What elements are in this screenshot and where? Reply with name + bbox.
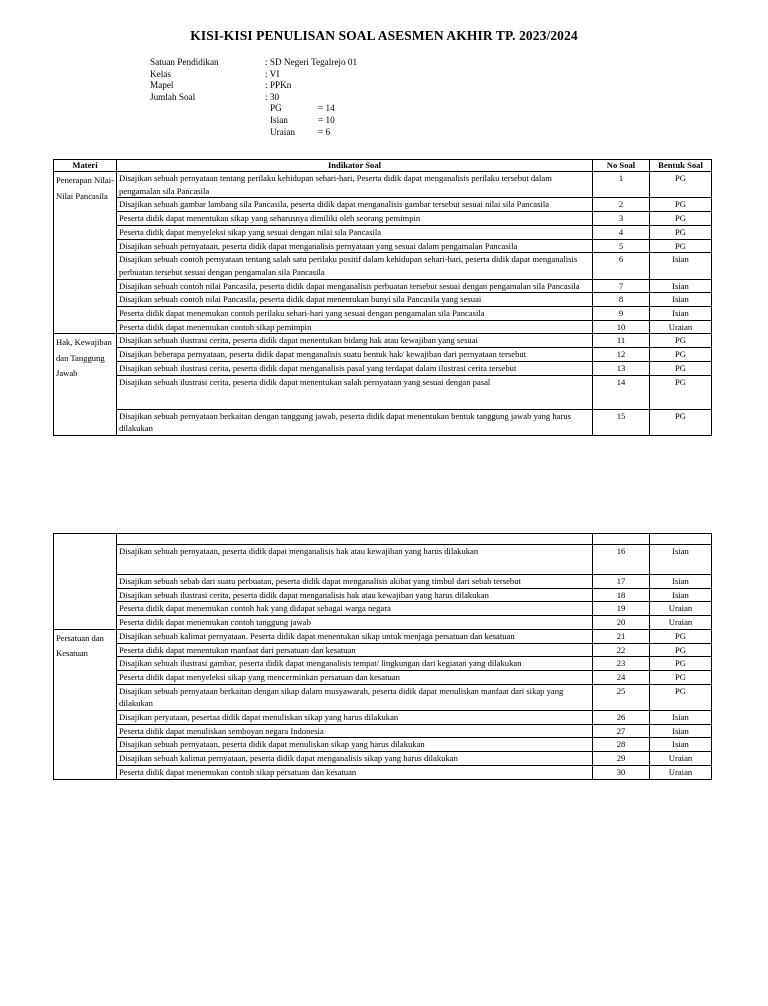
bentuk-soal-cell: Uraian	[650, 765, 712, 779]
table-row	[54, 348, 712, 362]
uraian-row	[150, 127, 357, 139]
no-soal-cell: 13	[593, 361, 650, 375]
indikator-cell: Disajikan sebuah ilustrasi cerita, peserta didik dapat menentukan salah pernyataan yang sesuai dengan pasal	[117, 375, 593, 409]
no-soal-cell: 26	[593, 711, 650, 725]
no-soal-cell: 11	[593, 334, 650, 348]
no-soal-cell: 21	[593, 629, 650, 643]
bentuk-soal-cell: Isian	[650, 293, 712, 307]
no-soal-cell: 3	[593, 212, 650, 226]
materi-cell	[54, 534, 117, 630]
mapel-label: Mapel	[150, 80, 174, 91]
uraian-value: = 6	[318, 126, 331, 137]
bentuk-soal-cell: PG	[650, 643, 712, 657]
kisi-table-page-2	[53, 533, 712, 780]
no-soal-cell: 27	[593, 724, 650, 738]
table-row	[54, 752, 712, 766]
table-row	[54, 616, 712, 630]
bentuk-soal-cell: Isian	[650, 738, 712, 752]
indikator-cell: Disajikan sebuah contoh nilai Pancasila, peserta didik dapat menentukan bunyi sila Pancasila yang sesuai	[117, 293, 593, 307]
no-soal-cell: 20	[593, 616, 650, 630]
bentuk-soal-cell: Isian	[650, 575, 712, 589]
table-row	[54, 643, 712, 657]
indikator-cell: Peserta didik dapat menyeleksi sikap yang mencerminkan persatuan dan kesatuan	[117, 670, 593, 684]
bentuk-soal-cell: PG	[650, 375, 712, 409]
table-header-row	[54, 534, 712, 545]
no-soal-cell: 8	[593, 293, 650, 307]
bentuk-soal-cell: PG	[650, 212, 712, 226]
bentuk-soal-cell: PG	[650, 629, 712, 643]
no-soal-cell: 29	[593, 752, 650, 766]
header-materi: Materi	[54, 160, 117, 172]
indikator-cell: Disajikan sebuah ilustrasi cerita, peserta didik dapat menganalisis hak atau kewajiban yang harus dilakukan	[117, 588, 593, 602]
jumlah-row	[150, 92, 357, 104]
indikator-cell: Peserta didik dapat menemukan contoh hak yang didapat sebagai warga negara	[117, 602, 593, 616]
satuan-value: : SD Negeri Tegalrejo 01	[265, 57, 358, 67]
indikator-cell: Peserta didik dapat menemukan contoh sikap pemimpin	[117, 320, 593, 334]
identity-block	[150, 57, 357, 138]
header-indikator: Indikator Soal	[117, 160, 593, 172]
no-soal-cell: 24	[593, 670, 650, 684]
pg-row	[150, 103, 357, 115]
bentuk-soal-cell: Uraian	[650, 616, 712, 630]
table-row	[54, 711, 712, 725]
table-header-row	[54, 160, 712, 172]
jumlah-value: : 30	[265, 91, 280, 102]
no-soal-cell: 19	[593, 602, 650, 616]
no-soal-cell: 15	[593, 409, 650, 435]
indikator-cell: Disajikan sebuah ilustrasi gambar, peserta didik dapat menganalisis tempat/ lingkungan dari kegiatan yang dilakukan	[117, 657, 593, 671]
no-soal-cell: 14	[593, 375, 650, 409]
indikator-cell: Disajikan sebuah pernyataan, peserta didik dapat menganalisis hak atau kewajiban yang harus dilakukan	[117, 545, 593, 575]
materi-cell: Penerapan Nilai-Nilai Pancasila	[54, 172, 117, 334]
bentuk-soal-cell: Isian	[650, 588, 712, 602]
indikator-cell: Disajikan beberapa pernyataan, peserta didik dapat menganalisis suatu bentuk hak/ kewajiban dari pernyataan tersebut	[117, 348, 593, 362]
table-row	[54, 724, 712, 738]
bentuk-soal-cell: PG	[650, 409, 712, 435]
indikator-cell: Disajikan sebuah gambar lambang sila Pancasila, peserta didik dapat menganalisis gambar tersebut sesuai nilai sila Pancasila	[117, 198, 593, 212]
no-soal-cell: 6	[593, 253, 650, 279]
table-row	[54, 375, 712, 409]
no-soal-cell: 4	[593, 225, 650, 239]
no-soal-cell: 16	[593, 545, 650, 575]
table-row	[54, 253, 712, 279]
no-soal-cell: 12	[593, 348, 650, 362]
indikator-cell: Disajikan sebuah ilustrasi cerita, peserta didik dapat menganalisis pasal yang terdapat dalam ilustrasi cerita tersebut	[117, 361, 593, 375]
indikator-cell: Peserta didik dapat menemukan contoh tanggung jawab	[117, 616, 593, 630]
kelas-row	[150, 69, 357, 81]
table-row	[54, 545, 712, 575]
table-row	[54, 320, 712, 334]
bentuk-soal-cell: PG	[650, 361, 712, 375]
satuan-label: Satuan Pendidikan	[150, 57, 219, 67]
no-soal-cell: 23	[593, 657, 650, 671]
table-row	[54, 212, 712, 226]
table-row	[54, 684, 712, 710]
no-soal-cell: 1	[593, 172, 650, 198]
indikator-cell: Disajikan sebuah pernyataan berkaitan dengan tanggung jawab, peserta didik dapat menentukan bentuk tanggung jawab yang harus dilakukan	[117, 409, 593, 435]
indikator-cell: Peserta didik dapat menemukan contoh perilaku sehari-hari yang sesuai dengan pengamalan sila Pancasila	[117, 307, 593, 321]
no-soal-cell: 25	[593, 684, 650, 710]
indikator-cell: Disajikan sebuah kalimat pernyataan. Peserta didik dapat menentukan sikap untuk menjaga persatuan dan kesatuan	[117, 629, 593, 643]
bentuk-soal-cell: PG	[650, 239, 712, 253]
table-row	[54, 602, 712, 616]
indikator-cell: Peserta didik dapat menuliskan semboyan negara Indonesia	[117, 724, 593, 738]
no-soal-cell: 7	[593, 279, 650, 293]
empty-cell	[117, 534, 593, 545]
table-row	[54, 629, 712, 643]
materi-cell: Hak, Kewajiban dan Tanggung Jawab	[54, 334, 117, 436]
bentuk-soal-cell: PG	[650, 172, 712, 198]
no-soal-cell: 2	[593, 198, 650, 212]
indikator-cell: Disajikan sebuah contoh nilai Pancasila, peserta didik dapat menganalisis perbuatan tersebut sesuai dengan pengamalan sila Pancasila	[117, 279, 593, 293]
kisi-table-page-1	[53, 159, 712, 436]
materi-cell: Persatuan dan Kesatuan	[54, 629, 117, 779]
no-soal-cell: 18	[593, 588, 650, 602]
empty-cell	[650, 534, 712, 545]
bentuk-soal-cell: Isian	[650, 253, 712, 279]
header-no-soal: No Soal	[593, 160, 650, 172]
indikator-cell: Peserta didik dapat menemukan contoh sikap persatuan dan kesatuan	[117, 765, 593, 779]
no-soal-cell: 28	[593, 738, 650, 752]
isian-label: Isian	[270, 114, 288, 125]
kelas-value: : VI	[265, 68, 280, 79]
table-row	[54, 670, 712, 684]
indikator-cell: Disajikan sebuah pernyataan tentang perilaku kehidupan sehari-hari, Peserta didik dapat menganalisis perilaku tersebut dalam pengamalan sila Pancasila	[117, 172, 593, 198]
bentuk-soal-cell: PG	[650, 348, 712, 362]
table-row	[54, 239, 712, 253]
indikator-cell: Peserta didik dapat menyeleksi sikap yang sesuai dengan nilai sila Pancasila	[117, 225, 593, 239]
pg-label: PG	[270, 103, 282, 114]
pg-value: = 14	[318, 103, 335, 114]
indikator-cell: Disajikan sebuah ilustrasi cerita, peserta didik dapat menentukan bidang hak atau kewajiban yang sesuai	[117, 334, 593, 348]
bentuk-soal-cell: PG	[650, 225, 712, 239]
bentuk-soal-cell: Uraian	[650, 602, 712, 616]
bentuk-soal-cell: Uraian	[650, 320, 712, 334]
mapel-row	[150, 80, 357, 92]
bentuk-soal-cell: Isian	[650, 307, 712, 321]
table-row	[54, 172, 712, 198]
document-title: KISI-KISI PENULISAN SOAL ASESMEN AKHIR TP. 2023/2024	[190, 28, 578, 43]
bentuk-soal-cell: PG	[650, 657, 712, 671]
isian-row	[150, 115, 357, 127]
indikator-cell: Disajikan sebuah pernyataan berkaitan dengan sikap dalam musyawarah, peserta didik dapat menuliskan manfaat dari sikap yang dilakukan	[117, 684, 593, 710]
indikator-cell: Disajikan sebuah sebab dari suatu perbuatan, peserta didik dapat menganalisis akibat yang timbul dari sebab tersebut	[117, 575, 593, 589]
table-row	[54, 307, 712, 321]
bentuk-soal-cell: Isian	[650, 545, 712, 575]
empty-cell	[593, 534, 650, 545]
bentuk-soal-cell: PG	[650, 334, 712, 348]
indikator-cell: Peserta didik dapat menentukan sikap yang seharusnya dimiliki oleh seorang pemimpin	[117, 212, 593, 226]
table-row	[54, 334, 712, 348]
bentuk-soal-cell: PG	[650, 670, 712, 684]
table-row	[54, 279, 712, 293]
indikator-cell: Disajikan sebuah pernyataan, peserta didik dapat menganalisis pernyataan yang sesuai dalam pengamalan Pancasila	[117, 239, 593, 253]
table-row	[54, 293, 712, 307]
indikator-cell: Disajikan sebuah pernyataan, peserta didik dapat menuliskan sikap yang harus dilakukan	[117, 738, 593, 752]
satuan-row	[150, 57, 357, 69]
indikator-cell: Disajikan peryataan, pesertaa didik dapat menuliskan sikap yang harus dilakukan	[117, 711, 593, 725]
bentuk-soal-cell: Uraian	[650, 752, 712, 766]
table-row	[54, 738, 712, 752]
mapel-value: : PPKn	[265, 80, 292, 91]
table-row	[54, 765, 712, 779]
indikator-cell: Disajikan sebuah contoh pernyataan tentang salah satu perilaku positif dalam kehidupan sehari-hari, peserta didik dapat menganalisis perbuatan tersebut sesuai dengan pengamalan sila Pancasila	[117, 253, 593, 279]
indikator-cell: Peserta didik dapat menentukan manfaat dari persatuan dan kesatuan	[117, 643, 593, 657]
kelas-label: Kelas	[150, 68, 171, 79]
table-row	[54, 588, 712, 602]
no-soal-cell: 30	[593, 765, 650, 779]
no-soal-cell: 5	[593, 239, 650, 253]
bentuk-soal-cell: Isian	[650, 724, 712, 738]
table-row	[54, 361, 712, 375]
table-row	[54, 409, 712, 435]
indikator-cell: Disajikan sebuah kalimat pernyataan, peserta didik dapat menganalisis sikap yang harus dilakukan	[117, 752, 593, 766]
bentuk-soal-cell: PG	[650, 198, 712, 212]
no-soal-cell: 17	[593, 575, 650, 589]
table-row	[54, 198, 712, 212]
bentuk-soal-cell: PG	[650, 684, 712, 710]
table-row	[54, 575, 712, 589]
jumlah-label: Jumlah Soal	[150, 91, 196, 102]
header-bentuk-soal: Bentuk Soal	[650, 160, 712, 172]
no-soal-cell: 9	[593, 307, 650, 321]
bentuk-soal-cell: Isian	[650, 279, 712, 293]
bentuk-soal-cell: Isian	[650, 711, 712, 725]
no-soal-cell: 10	[593, 320, 650, 334]
uraian-label: Uraian	[270, 126, 295, 137]
isian-value: = 10	[318, 114, 335, 125]
table-row	[54, 657, 712, 671]
no-soal-cell: 22	[593, 643, 650, 657]
table-row	[54, 225, 712, 239]
